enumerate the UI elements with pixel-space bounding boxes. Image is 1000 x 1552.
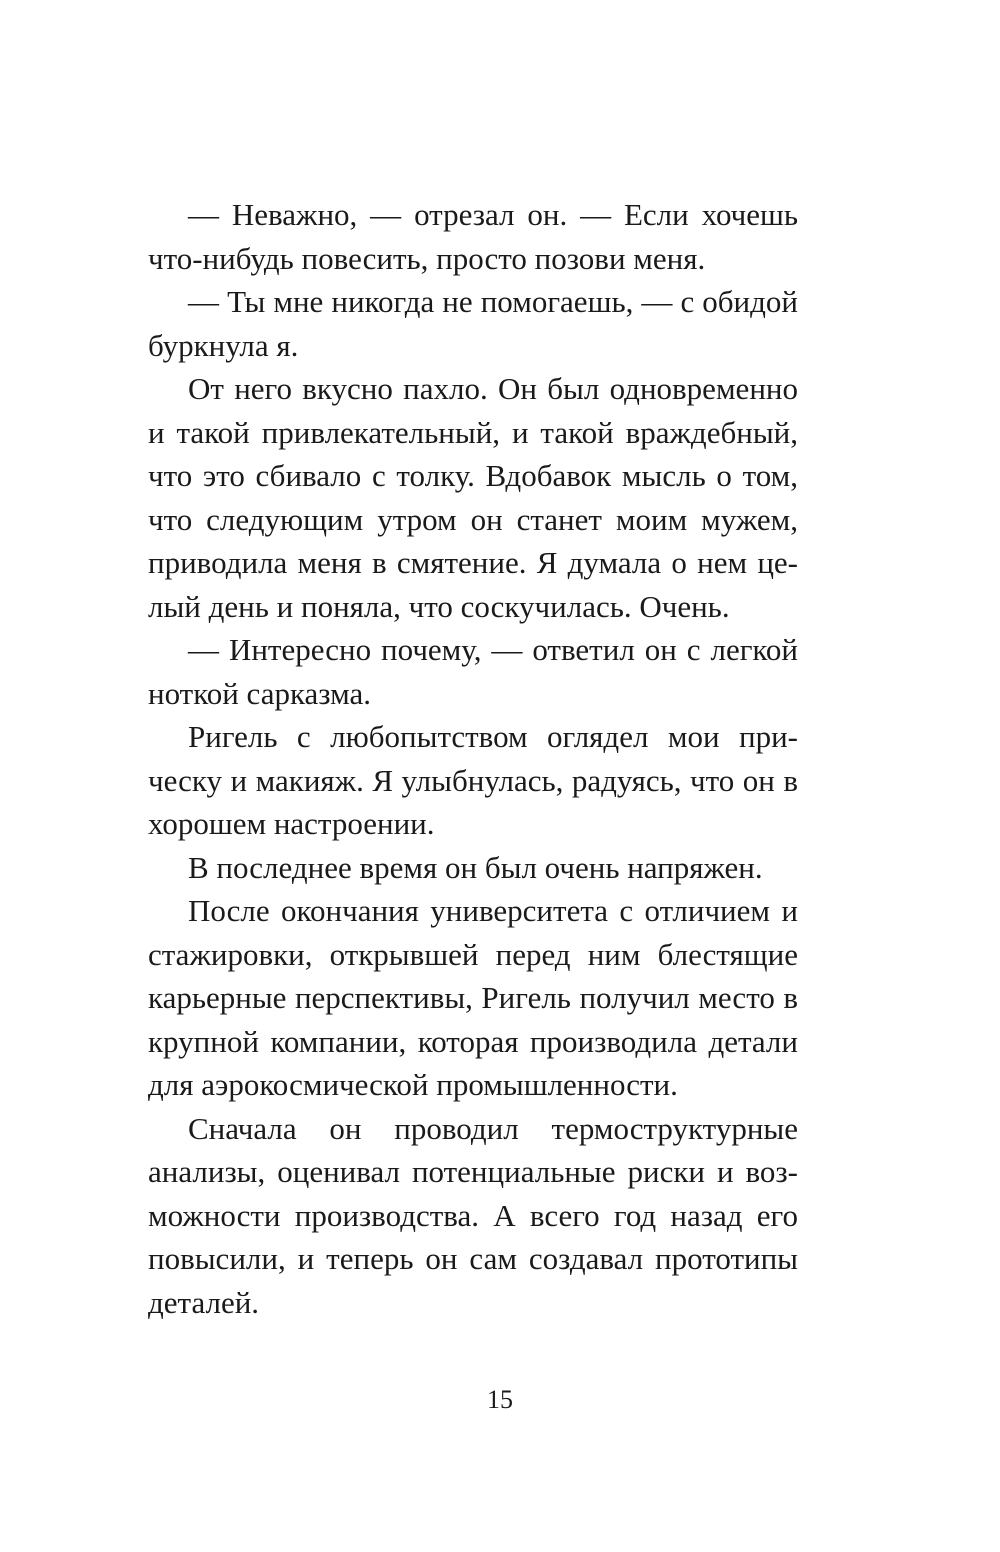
paragraph-8: Сначала он проводил термоструктурные анализы, оценивал потенциальные риски и возможности производства. А всего год назад его повысили, и теперь он сам создавал прототипы деталей. bbox=[148, 1110, 798, 1320]
page-number: 15 bbox=[487, 1385, 513, 1414]
text-body bbox=[148, 193, 798, 1324]
paragraph-2: — Ты мне никогда не помогаешь, — с обидой буркнула я. bbox=[148, 284, 798, 363]
paragraph-5: Ригель с любопытством оглядел мои прическу и макияж. Я улыбнулась, радуясь, что он в хорошем настроении. bbox=[148, 719, 798, 841]
paragraph-6: В последнее время он был очень напряжен. bbox=[188, 849, 763, 885]
paragraph-4: — Интересно почему, — ответил он с легкой ноткой сарказма. bbox=[148, 632, 798, 711]
paragraph-1: — Неважно, — отрезал он. — Если хочешь что-нибудь повесить, просто позови меня. bbox=[148, 197, 798, 276]
paragraph-7: После окончания университета с отличием и стажировки, открывшей перед ним блестящие карьерные перспективы, Ригель получил место в крупной компании, которая производила детали для аэрокосмической промышленности. bbox=[148, 893, 798, 1102]
paragraph-3: От него вкусно пахло. Он был одновременно и такой привлекательный, и такой враждебный, что это сбивало с толку. Вдобавок мысль о том, что следующим утром он станет моим мужем, приводила меня в смятение. Я думала о нем целый день и поняла, что соскучилась. Очень. bbox=[148, 371, 798, 624]
